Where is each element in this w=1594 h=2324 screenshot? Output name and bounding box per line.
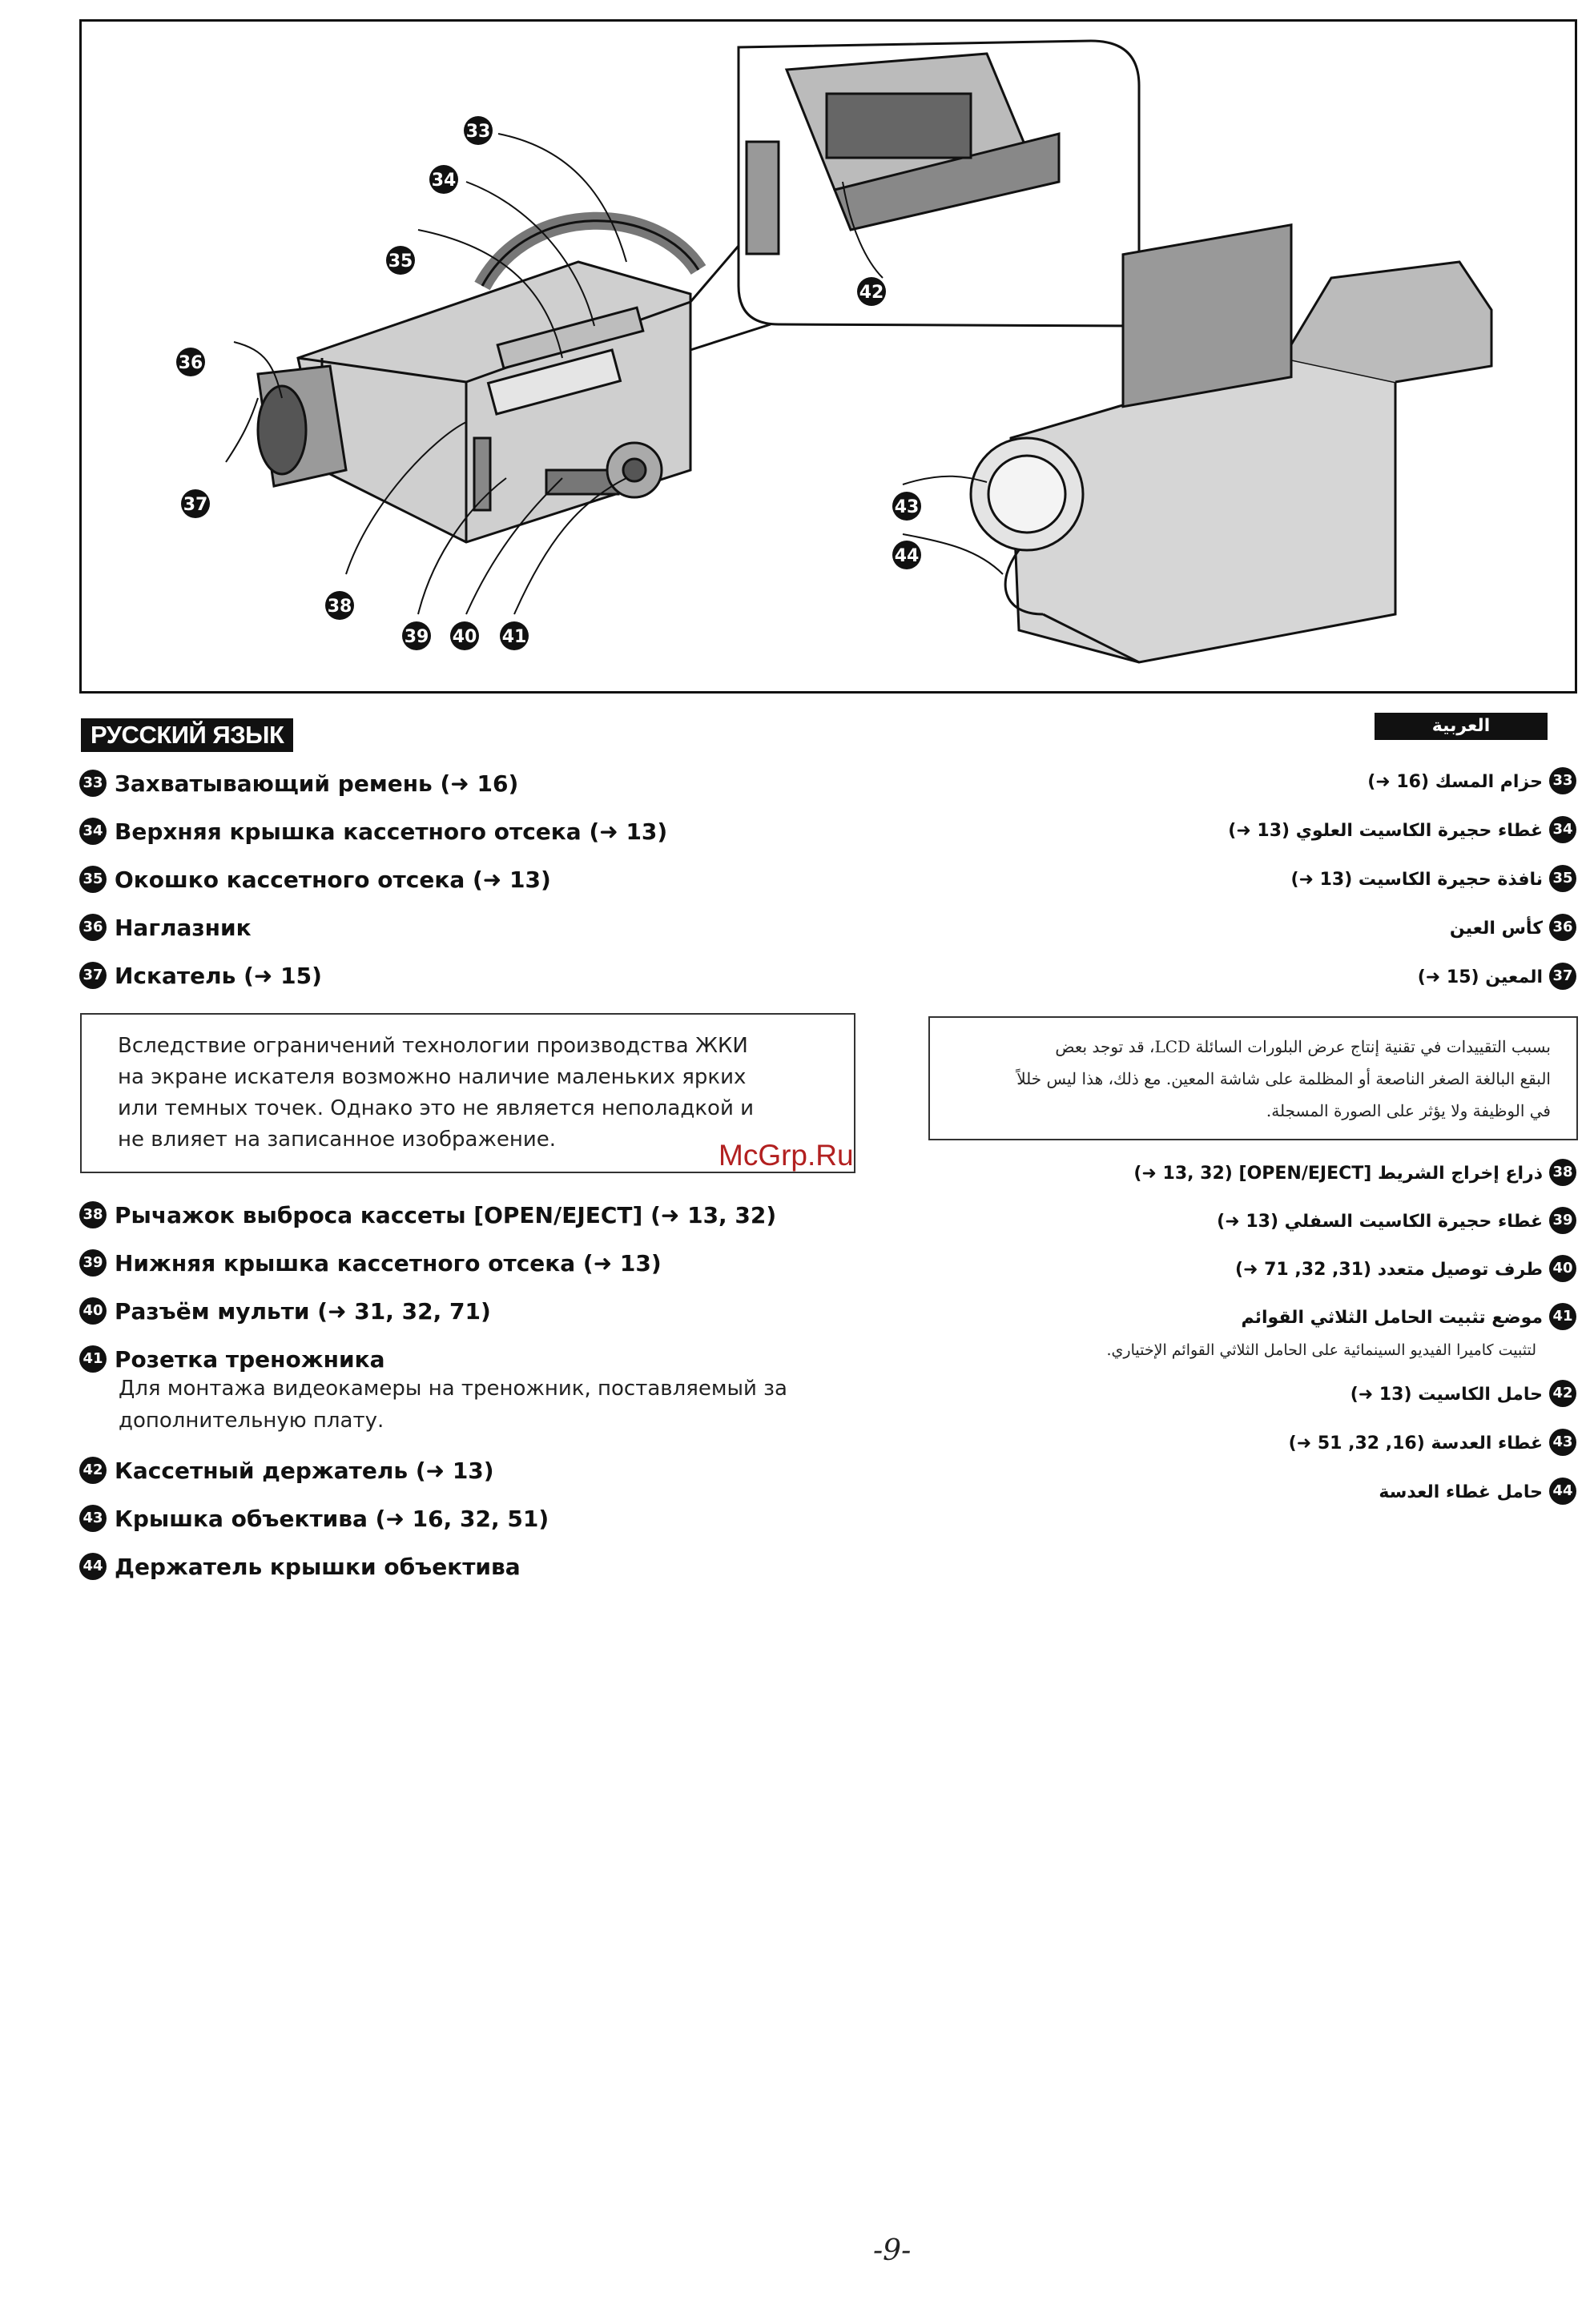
svg-text:39: 39 (404, 627, 429, 647)
camcorder-rear-view (258, 221, 698, 542)
callout-33 (464, 116, 493, 145)
ar-item-text: حزام المسك (16 ➜) (1367, 772, 1543, 792)
ar-item-39 (1217, 1208, 1576, 1236)
svg-text:38: 38 (327, 597, 352, 617)
ru-item-text: Окошко кассетного отсека (➜ 13) (115, 866, 551, 893)
ar-item-text: غطاء العدسة (16, 32, 51 ➜) (1288, 1433, 1543, 1454)
ar-item-text: غطاء حجيرة الكاسيت العلوي (13 ➜) (1228, 821, 1543, 841)
callout-34 (429, 165, 458, 194)
russian-section-heading: РУССКИЙ ЯЗЫК (81, 718, 293, 752)
ru-badge-44: 44 (79, 1553, 107, 1580)
callout-43 (892, 492, 921, 521)
ru-item-37 (79, 963, 322, 991)
ar-badge-36: 36 (1549, 914, 1576, 941)
ar-note-line: بسبب التقييدات في تقنية إنتاج عرض البلورات السائلة LCD، قد توجد بعض (1055, 1037, 1551, 1056)
ru-item-42 (79, 1458, 494, 1486)
ar-badge-44: 44 (1549, 1478, 1576, 1505)
ar-badge-35: 35 (1549, 865, 1576, 892)
callout-41 (500, 621, 529, 650)
ar-badge-34: 34 (1549, 816, 1576, 843)
ru-item-36 (79, 915, 252, 943)
ru-item-text: Нижняя крышка кассетного отсека (➜ 13) (115, 1250, 662, 1277)
ar-item-41 (1242, 1305, 1577, 1332)
svg-text:36: 36 (178, 353, 203, 373)
ru-badge-36: 36 (79, 914, 107, 941)
ar-item-36 (1450, 915, 1576, 943)
ar-badge-43: 43 (1549, 1429, 1576, 1456)
ru-item-text: Кассетный держатель (➜ 13) (115, 1458, 494, 1484)
ru-note-line: или темных точек. Однако это не является неполадкой и (118, 1096, 755, 1120)
ru-tripod-desc-line: дополнительную плату. (119, 1409, 384, 1433)
ru-note-line: Вследствие ограничений технологии производства ЖКИ (118, 1034, 748, 1058)
ru-badge-34: 34 (79, 818, 107, 845)
ar-note-line: البقع البالغة الصغر الناصعة أو المظلمة على شاشة المعين. مع ذلك، هذا ليس خللاً (1016, 1069, 1551, 1088)
svg-text:37: 37 (183, 495, 208, 515)
ar-item-42 (1350, 1381, 1576, 1409)
callout-40 (450, 621, 479, 650)
ru-item-text: Держатель крышки объектива (115, 1554, 521, 1580)
callout-39 (402, 621, 431, 650)
callout-35 (386, 246, 415, 275)
ar-item-43 (1289, 1430, 1576, 1458)
ar-item-44 (1379, 1479, 1576, 1506)
ar-item-37 (1418, 964, 1576, 991)
ru-badge-37: 37 (79, 962, 107, 989)
ru-item-35 (79, 866, 551, 895)
ru-badge-42: 42 (79, 1457, 107, 1484)
ru-badge-35: 35 (79, 866, 107, 893)
ar-item-text: كأس العين (1449, 919, 1543, 939)
callout-38 (325, 591, 354, 620)
ar-badge-33: 33 (1549, 767, 1576, 794)
ru-item-44 (79, 1554, 521, 1582)
ru-item-41 (79, 1346, 384, 1374)
ar-badge-41: 41 (1549, 1303, 1576, 1330)
ru-item-text: Искатель (➜ 15) (115, 963, 322, 989)
ru-badge-43: 43 (79, 1505, 107, 1532)
ar-item-text: حامل غطاء العدسة (1379, 1482, 1543, 1502)
ru-item-text: Захватывающий ремень (➜ 16) (115, 770, 519, 797)
ar-note-line: في الوظيفة ولا يؤثر على الصورة المسجلة. (1266, 1101, 1551, 1120)
callout-36 (176, 348, 205, 376)
camera-diagram (79, 19, 1577, 694)
svg-text:40: 40 (452, 627, 477, 647)
ar-item-text: طرف توصيل متعدد (31, 32, 71 ➜) (1234, 1260, 1543, 1280)
ru-badge-39: 39 (79, 1249, 107, 1277)
svg-text:43: 43 (894, 497, 920, 517)
svg-text:41: 41 (501, 627, 527, 647)
ar-item-33 (1367, 769, 1576, 796)
camera-illustration (82, 22, 1575, 691)
ru-item-40 (79, 1298, 491, 1326)
svg-text:33: 33 (465, 122, 491, 142)
ar-item-text: غطاء حجيرة الكاسيت السفلي (13 ➜) (1217, 1212, 1543, 1232)
ru-item-38 (79, 1202, 776, 1230)
callout-42 (857, 277, 886, 306)
callout-37 (181, 489, 210, 518)
ru-item-33 (79, 770, 518, 798)
ar-tripod-desc: لتثبيت كاميرا الفيديو السينمائية على الحامل الثلاثي القوائم الإختياري. (1106, 1341, 1536, 1359)
ar-item-text: موضع تثبيت الحامل الثلاثي القوائم (1241, 1308, 1543, 1328)
ar-item-38 (1133, 1160, 1576, 1188)
ru-item-text: Наглазник (115, 915, 252, 941)
svg-text:35: 35 (388, 251, 413, 271)
ru-item-34 (79, 818, 667, 846)
ar-item-text: ذراع إخراج الشريط [OPEN/EJECT] (13, 32 ➜) (1133, 1164, 1543, 1184)
ar-item-text: المعين (15 ➜) (1417, 967, 1543, 987)
arabic-section-heading: العربية (1375, 713, 1548, 740)
ar-item-40 (1235, 1256, 1576, 1284)
callout-44 (892, 541, 921, 569)
ar-item-34 (1228, 818, 1576, 845)
watermark: McGrp.Ru (719, 1139, 854, 1172)
cassette-holder-inset (690, 41, 1139, 350)
ru-item-39 (79, 1250, 662, 1278)
page-number: -9- (873, 2234, 912, 2267)
ar-lcd-note (928, 1016, 1578, 1140)
ru-badge-33: 33 (79, 770, 107, 797)
ar-badge-40: 40 (1549, 1255, 1576, 1282)
svg-text:34: 34 (431, 171, 457, 191)
ru-note-line: на экране искателя возможно наличие маленьких ярких (118, 1065, 747, 1089)
ru-badge-40: 40 (79, 1297, 107, 1325)
ar-badge-42: 42 (1549, 1380, 1576, 1407)
ar-item-text: نافذة حجيرة الكاسيت (13 ➜) (1290, 870, 1543, 890)
ru-item-text: Розетка треножника (115, 1346, 385, 1373)
ar-badge-37: 37 (1549, 963, 1576, 990)
ru-badge-38: 38 (79, 1201, 107, 1228)
svg-text:44: 44 (894, 546, 920, 566)
ar-item-35 (1290, 866, 1576, 894)
ar-badge-39: 39 (1549, 1207, 1576, 1234)
ru-item-text: Крышка объектива (➜ 16, 32, 51) (115, 1506, 549, 1532)
ar-item-text: حامل الكاسيت (13 ➜) (1350, 1385, 1543, 1405)
ar-badge-38: 38 (1549, 1159, 1576, 1186)
ru-note-line: не влияет на записанное изображение. (118, 1128, 557, 1152)
ru-item-text: Верхняя крышка кассетного отсека (➜ 13) (115, 818, 668, 845)
ru-item-43 (79, 1506, 549, 1534)
ru-item-text: Рычажок выброса кассеты [OPEN/EJECT] (➜ 13, 32) (115, 1202, 777, 1228)
ru-badge-41: 41 (79, 1345, 107, 1373)
ru-tripod-desc-line: Для монтажа видеокамеры на треножник, поставляемый за (119, 1377, 787, 1401)
ru-item-text: Разъём мульти (➜ 31, 32, 71) (115, 1298, 491, 1325)
svg-text:42: 42 (859, 283, 884, 303)
